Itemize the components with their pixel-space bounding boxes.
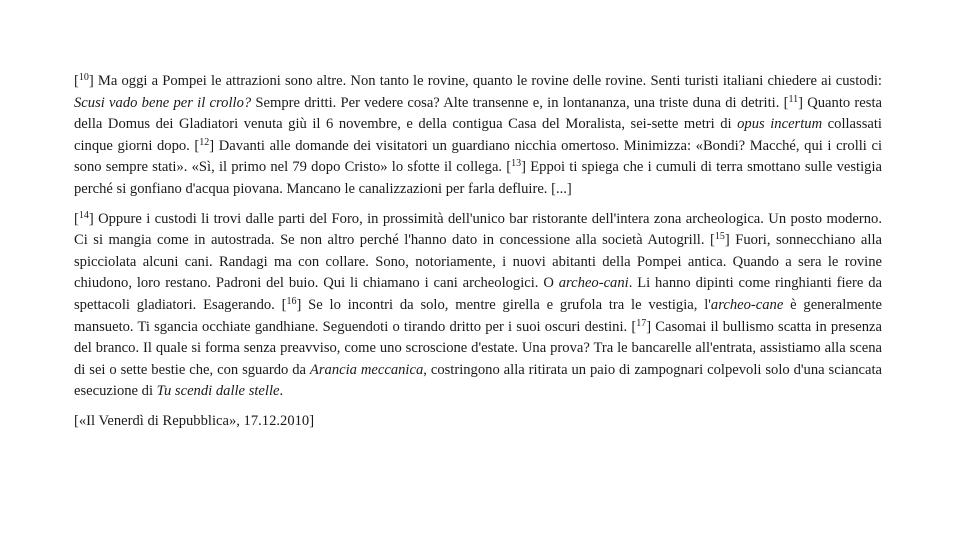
text-run: [	[74, 210, 79, 227]
footnote-number: 14	[78, 209, 89, 221]
text-run: ] Fuori, sonnecchiano alla spicciolata alcuni cani. Randagi ma con collare. Sono, notoriamente, i nuovi abitanti della Pompei antica. Quando a sera le rovine chiudono, loro restano. Padroni del buio. Qui li chiamano i cani archeologici. O	[74, 232, 882, 292]
footnote-number: 16	[286, 295, 297, 307]
text-run: ] Davanti alle domande dei visitatori un guardiano nicchia omertoso. Minimizza: «Bondi? Macché, qui i crolli ci sono sempre stati». «Sì, il primo nel 79 dopo Cristo» lo sfotte il collega. [	[74, 137, 883, 176]
document-body	[74, 71, 882, 433]
italic-text: Tu scendi dalle stelle	[156, 383, 280, 400]
text-run: , costringono alla ritirata un paio di zampognari colpevoli solo d'una sciancata esecuzione di	[74, 361, 882, 400]
text-run: ] Eppoi ti spiega che i cumuli di terra smottano sulle vestigia perché si gonfiano d'acqua piovana. Mancano le canalizzazioni per farla defluire. [...]	[74, 159, 882, 197]
source-citation	[74, 411, 882, 433]
paragraph	[74, 71, 882, 201]
text-run: . Li hanno dipinti come ringhianti fiere da spettacoli gladiatori. Esagerando. [	[74, 275, 882, 313]
footnote-number: 12	[199, 136, 210, 148]
italic-text: Scusi vado bene per il crollo?	[74, 94, 252, 111]
text-run: collassati cinque giorni dopo. [	[74, 116, 882, 154]
italic-text: opus incertum	[737, 116, 823, 133]
text-run: ] Quanto resta della Domus dei Gladiatori venuta giù il 6 novembre, e della contigua Casa del Moralista, sei-sette metri di	[74, 94, 882, 133]
footnote-number: 10	[78, 72, 89, 83]
text-run: ] Ma oggi a Pompei le attrazioni sono altre. Non tanto le rovine, quanto le rovine delle rovine. Senti turisti italiani chiedere ai custodi:	[88, 73, 882, 89]
text-run: ] Casomai il bullismo scatta in presenza del branco. Il quale si forma senza preavviso, come uno scroscione d'estate. Una prova? Tra le bancarelle all'entrata, assistiamo alla scena di sei o sette bestie che, con sguardo da	[74, 318, 882, 378]
footnote-number: 11	[788, 93, 799, 105]
footnote-number: 17	[636, 317, 647, 329]
text-run: [«Il Venerdì di Repubblica», 17.12.2010]	[74, 412, 315, 429]
text-run: ] Se lo incontri da solo, mentre girella e grufola tra le vestigia, l'	[296, 296, 711, 313]
italic-text: archeo-cani	[558, 275, 629, 292]
text-run: è generalmente mansueto. Ti sgancia occhiate gandhiane. Seguendoti o tirando dritto per i suoi oscuri destini. [	[74, 296, 882, 335]
text-run: [	[74, 73, 79, 89]
footnote-number: 13	[511, 158, 522, 170]
text-run: Sempre dritti. Per vedere cosa? Alte transenne e, in lontananza, una triste duna di detriti. [	[251, 94, 789, 111]
text-run: ] Oppure i custodi li trovi dalle parti del Foro, in prossimità dell'unico bar ristorante dell'intera zona archeologica. Un posto moderno. Ci si mangia come in autostrada. Se non altro perché l'hanno dato in concessione alla società Autogrill. [	[74, 210, 882, 249]
italic-text: archeo-cane	[710, 296, 784, 313]
text-run: .	[279, 383, 284, 400]
footnote-number: 15	[714, 231, 725, 243]
paragraph	[74, 209, 882, 403]
italic-text: Arancia meccanica	[309, 361, 424, 378]
